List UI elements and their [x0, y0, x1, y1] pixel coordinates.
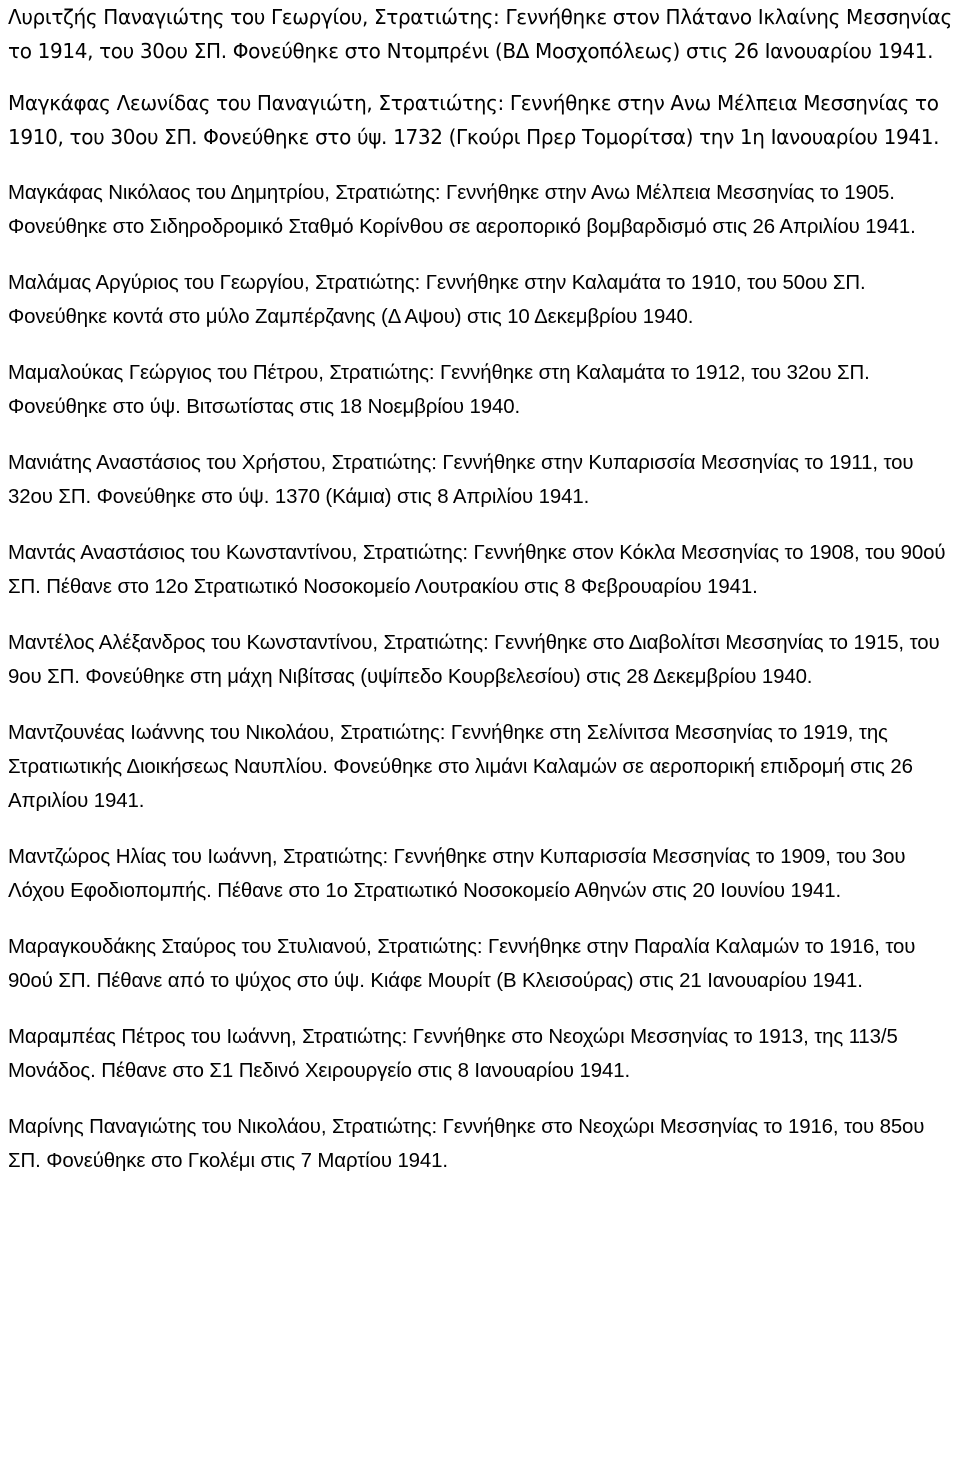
entry-paragraph: Μαμαλούκας Γεώργιος του Πέτρου, Στρατιώτης: Γεννήθηκε στη Καλαμάτα το 1912, του 32ου ΣΠ. Φονεύθηκε στο ύψ. Βιτσωτίστας στις 18 Νοεμβρίου 1940. — [8, 362, 870, 418]
entry-paragraph: Μαντζώρος Ηλίας του Ιωάννη, Στρατιώτης: Γεννήθηκε στην Κυπαρισσία Μεσσηνίας το 1909, του 3ου Λόχου Εφοδιοπομπής. Πέθανε στο 1ο Στρατιωτικό Νοσοκομείο Αθηνών στις 20 Ιουνίου 1941. — [8, 846, 906, 902]
document-body — [8, 0, 958, 1200]
entry-paragraph: Μανιάτης Αναστάσιος του Χρήστου, Στρατιώτης: Γεννήθηκε στην Κυπαρισσία Μεσσηνίας το 1911, του 32ου ΣΠ. Φονεύθηκε στο ύψ. 1370 (Κάμια) στις 8 Απριλίου 1941. — [8, 452, 914, 508]
entry-paragraph: Λυριτζής Παναγιώτης του Γεωργίου, Στρατιώτης: Γεννήθηκε στον Πλάτανο Ικλαίνης Μεσσηνίας το 1914, του 30ου ΣΠ. Φονεύθηκε στο Ντομπρένι (ΒΔ Μοσχοπόλεως) στις 26 Ιανουαρίου 1941. — [8, 5, 952, 63]
entry-paragraph: Μαντάς Αναστάσιος του Κωνσταντίνου, Στρατιώτης: Γεννήθηκε στον Κόκλα Μεσσηνίας το 1908, του 90ού ΣΠ. Πέθανε στο 12ο Στρατιωτικό Νοσοκομείο Λουτρακίου στις 8 Φεβρουαρίου 1941. — [8, 542, 946, 598]
entry-paragraph: Μαλάμας Αργύριος του Γεωργίου, Στρατιώτης: Γεννήθηκε στην Καλαμάτα το 1910, του 50ου ΣΠ. Φονεύθηκε κοντά στο μύλο Ζαμπέρζανης (Δ Αψου) στις 10 Δεκεμβρίου 1940. — [8, 272, 866, 328]
entry-paragraph: Μαρίνης Παναγιώτης του Νικολάου, Στρατιώτης: Γεννήθηκε στο Νεοχώρι Μεσσηνίας το 1916, του 85ου ΣΠ. Φονεύθηκε στο Γκολέμι στις 7 Μαρτίου 1941. — [8, 1116, 925, 1172]
entry-paragraph: Μαγκάφας Λεωνίδας του Παναγιώτη, Στρατιώτης: Γεννήθηκε στην Ανω Μέλπεια Μεσσηνίας το 1910, του 30ου ΣΠ. Φονεύθηκε στο ύψ. 1732 (Γκούρι Πρερ Τομορίτσα) την 1η Ιανουαρίου 1941. — [8, 91, 940, 149]
entry-paragraph: Μαραμπέας Πέτρος του Ιωάννη, Στρατιώτης: Γεννήθηκε στο Νεοχώρι Μεσσηνίας το 1913, της 113/5 Μονάδος. Πέθανε στο Σ1 Πεδινό Χειρουργείο στις 8 Ιανουαρίου 1941. — [8, 1026, 898, 1082]
entry-paragraph: Μαντζουνέας Ιωάννης του Νικολάου, Στρατιώτης: Γεννήθηκε στη Σελίνιτσα Μεσσηνίας το 1919, της Στρατιωτικής Διοικήσεως Ναυπλίου. Φονεύθηκε στο λιμάνι Καλαμών σε αεροπορική επιδρομή στις 26 Απριλίου 1941. — [8, 722, 913, 812]
entry-paragraph: Μαντέλος Αλέξανδρος του Κωνσταντίνου, Στρατιώτης: Γεννήθηκε στο Διαβολίτσι Μεσσηνίας το 1915, του 9ου ΣΠ. Φονεύθηκε στη μάχη Νιβίτσας (υψίπεδο Κουρβελεσίου) στις 28 Δεκεμβρίου 1940. — [8, 632, 940, 688]
entry-paragraph: Μαραγκουδάκης Σταύρος του Στυλιανού, Στρατιώτης: Γεννήθηκε στην Παραλία Καλαμών το 1916, του 90ού ΣΠ. Πέθανε από το ψύχος στο ύψ. Κιάφε Μουρίτ (Β Κλεισούρας) στις 21 Ιανουαρίου 1941. — [8, 936, 916, 992]
entry-paragraph: Μαγκάφας Νικόλαος του Δημητρίου, Στρατιώτης: Γεννήθηκε στην Ανω Μέλπεια Μεσσηνίας το 1905. Φονεύθηκε στο Σιδηροδρομικό Σταθμό Κορίνθου σε αεροπορικό βομβαρδισμό στις 26 Απριλίου 1941. — [8, 182, 916, 238]
